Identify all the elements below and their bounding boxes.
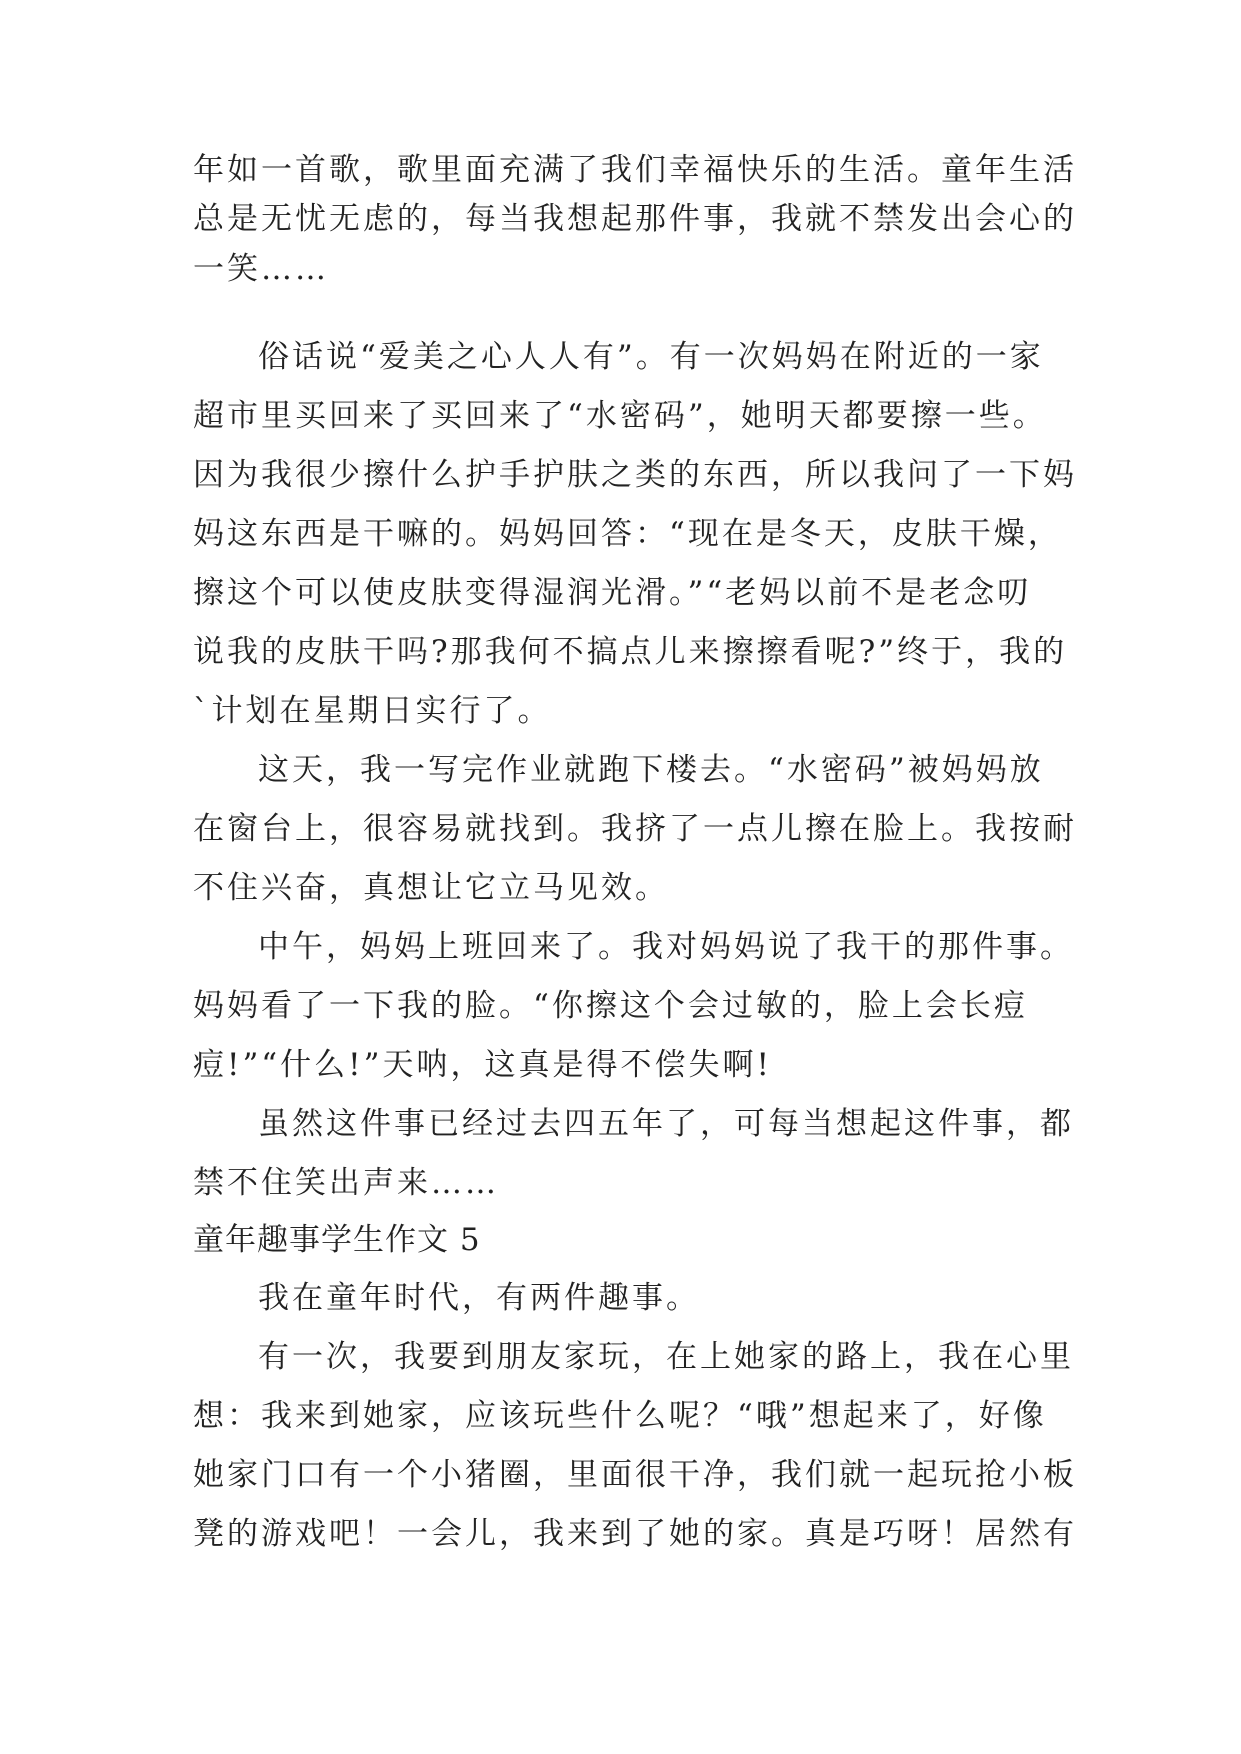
text-line: 妈妈看了一下我的脸。“你擦这个会过敏的，脸上会长痘 [193,988,1028,1024]
paragraph-first-line: 虽然这件事已经过去四五年了，可每当想起这件事，都 [258,1106,1074,1142]
text-line: 说我的皮肤干吗?那我何不搞点儿来擦擦看呢?”终于，我的 [193,634,1068,670]
paragraph-first-line: 俗话说“爱美之心人人有”。有一次妈妈在附近的一家 [258,339,1044,375]
text-line: 凳的游戏吧！一会儿，我来到了她的家。真是巧呀！居然有 [193,1516,1077,1552]
text-line: 她家门口有一个小猪圈，里面很干净，我们就一起玩抢小板 [193,1457,1077,1493]
text-line: 妈这东西是干嘛的。妈妈回答：“现在是冬天，皮肤干燥， [193,516,1062,552]
text-line: 超市里买回来了买回来了“水密码”，她明天都要擦一些。 [193,398,1047,434]
text-line: 总是无忧无虑的，每当我想起那件事，我就不禁发出会心的 [193,201,1077,237]
text-line: 想：我来到她家，应该玩些什么呢？“哦”想起来了，好像 [193,1398,1047,1434]
text-line: 因为我很少擦什么护手护肤之类的东西，所以我问了一下妈 [193,457,1077,493]
paragraph-first-line: 有一次，我要到朋友家玩，在上她家的路上，我在心里 [258,1339,1074,1375]
text-line: 一笑…… [193,251,329,287]
text-line: 年如一首歌，歌里面充满了我们幸福快乐的生活。童年生活 [193,152,1077,188]
paragraph-first-line: 我在童年时代，有两件趣事。 [258,1280,700,1316]
paragraph-first-line: 中午，妈妈上班回来了。我对妈妈说了我干的那件事。 [258,929,1074,965]
section-heading: 童年趣事学生作文 5 [193,1222,481,1258]
text-line: `计划在星期日实行了。 [193,693,552,729]
text-line: 痘!”“什么!”天呐，这真是得不偿失啊! [193,1047,772,1083]
paragraph-first-line: 这天，我一写完作业就跑下楼去。“水密码”被妈妈放 [258,752,1044,788]
text-line: 在窗台上，很容易就找到。我挤了一点儿擦在脸上。我按耐 [193,811,1077,847]
text-line: 禁不住笑出声来…… [193,1165,499,1201]
text-line: 擦这个可以使皮肤变得湿润光滑。”“老妈以前不是老念叨 [193,575,1032,611]
text-line: 不住兴奋，真想让它立马见效。 [193,870,669,906]
